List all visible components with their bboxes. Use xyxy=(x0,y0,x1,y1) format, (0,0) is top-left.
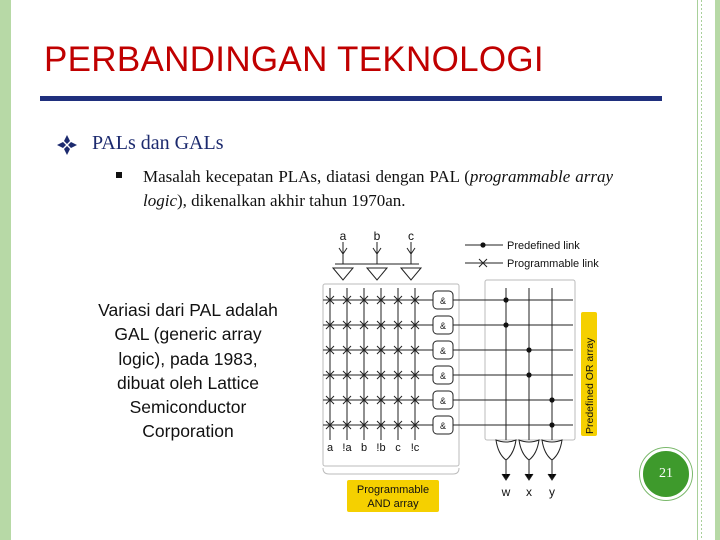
and-gate-4: & xyxy=(439,371,447,381)
legend-programmable-label: Programmable link xyxy=(507,258,599,270)
paragraph-text-italic: programmable array logic xyxy=(143,167,613,210)
page-number-badge xyxy=(640,448,692,500)
literal-label-c: c xyxy=(395,442,401,454)
title-underline xyxy=(40,96,662,101)
literal-label-not-c: !c xyxy=(410,442,420,454)
and-array-label-line2: AND array xyxy=(367,498,419,510)
right-border-line xyxy=(697,0,698,540)
legend xyxy=(465,240,599,270)
and-gate-2: & xyxy=(439,321,447,331)
literal-label-not-a: !a xyxy=(342,442,352,454)
diamond-bullet-icon xyxy=(56,134,78,156)
paragraph-text-2: ), dikenalkan akhir tahun 1970an. xyxy=(177,191,406,210)
and-gate-3: & xyxy=(439,346,447,356)
slide-title: PERBANDINGAN TEKNOLOGI xyxy=(44,40,544,79)
and-array-label-line1: Programmable xyxy=(356,484,430,496)
and-gate-1: & xyxy=(439,296,447,306)
left-border-band xyxy=(0,0,11,540)
input-label-c: c xyxy=(408,229,414,243)
and-gate-5: & xyxy=(439,396,447,406)
gal-description: Variasi dari PAL adalah GAL (generic array logic), pada 1983, dibuat oleh Lattice Semiconductor Corporation xyxy=(98,300,278,442)
pal-architecture-diagram xyxy=(305,228,605,516)
input-label-a: a xyxy=(339,229,347,243)
output-label-x: x xyxy=(526,485,532,499)
literal-label-a: a xyxy=(326,442,334,454)
legend-predefined-label: Predefined link xyxy=(507,240,580,252)
literal-label-not-b: !b xyxy=(376,442,386,454)
right-border-band xyxy=(715,0,720,540)
right-border-dotted-line xyxy=(701,0,702,540)
square-bullet-icon xyxy=(116,172,122,178)
output-label-y: y xyxy=(549,485,555,499)
input-label-b: b xyxy=(373,229,381,243)
output-label-w: w xyxy=(501,485,511,499)
and-gate-6: & xyxy=(439,421,447,431)
body-paragraph xyxy=(143,165,613,213)
page-number: 21 xyxy=(659,466,673,481)
paragraph-text-1: Masalah kecepatan PLAs, diatasi dengan PAL ( xyxy=(143,167,470,186)
or-array-label: Predefined OR array xyxy=(584,337,596,434)
literal-label-b: b xyxy=(360,442,368,454)
section-heading: PALs dan GALs xyxy=(92,132,224,154)
